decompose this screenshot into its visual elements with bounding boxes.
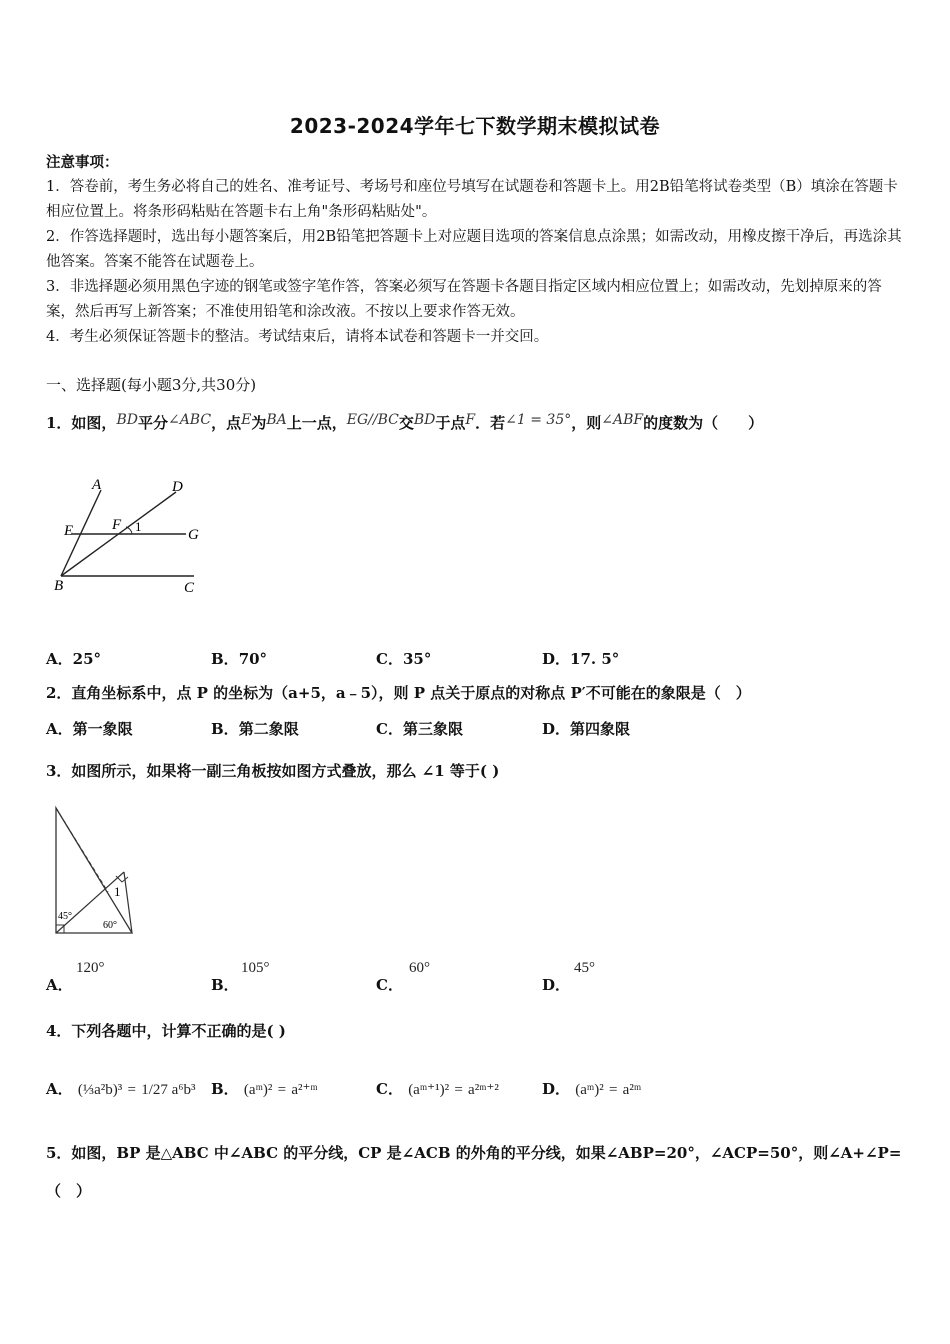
question-4-stem: 4．下列各题中，计算不正确的是( ) [46,1022,286,1040]
dashed-edge [56,808,108,892]
label-angle-1: 1 [114,884,121,899]
label-angle-1: 1 [135,519,142,534]
option-b[interactable]: B．70° [211,650,268,668]
option-d[interactable]: D． [542,976,571,994]
expr-rhs: 1/27 a⁶b³ [141,1082,196,1098]
option-a[interactable]: A．25° [46,650,102,668]
option-d-value: 45° [574,960,595,976]
question-4-options [46,1066,926,1106]
option-b-value: 105° [241,960,270,976]
label-d: D [172,479,183,495]
option-b[interactable]: B． (aᵐ)² = a²⁺ᵐ [211,1080,318,1098]
option-a[interactable]: A．第一象限 [46,720,133,738]
math-inline: ∠1 = 35° [505,412,572,428]
expr-rhs: a²ᵐ⁺² [468,1082,499,1098]
option-c-value: 60° [409,960,430,976]
math-inline: EG//BC [346,412,399,428]
math-inline: E [241,412,252,428]
math-inline: BD [413,412,436,428]
math-inline: BD [116,412,138,428]
notice-item: 4．考生必须保证答题卡的整洁。考试结束后，请将本试卷和答题卡一并交回。 [46,329,549,345]
notice-item: 1．答卷前，考生务必将自己的姓名、准考证号、考场号和座位号填写在试题卷和答题卡上。用2B铅笔将试卷类型（B）填涂在答题卡相应位置上。将条形码粘贴在答题卡右上角"条形码粘贴处"。 [46,179,898,220]
option-c[interactable]: C．第三象限 [376,720,463,738]
option-d[interactable]: D． (aᵐ)² = a²ᵐ [542,1080,642,1098]
option-c[interactable]: C． (aᵐ⁺¹)² = a²ᵐ⁺² [376,1080,499,1098]
expr-rhs: a²⁺ᵐ [291,1082,318,1098]
option-c[interactable]: C． [376,976,403,994]
label-b: B [54,578,64,594]
option-d[interactable]: D．17. 5° [542,650,620,668]
notice-item: 3．非选择题必须用黑色字迹的钢笔或签字笔作答，答案必须写在答题卡各题目指定区域内相应位置上；如需改动，先划掉原来的答案，然后再写上新答案；不准使用铅笔和涂改液。不按以上要求作答无效。 [46,279,882,320]
label-c: C [184,580,195,596]
question-5-stem: 5．如图，BP 是△ABC 中∠ABC 的平分线，CP 是∠ACB 的外角的平分线，如果∠ABP=20°，∠ACP=50°，则∠A+∠P=（ ） [46,1144,902,1200]
label-e: E [64,523,74,539]
option-a[interactable]: A． (⅓a²b)³ = 1/27 a⁶b³ [46,1080,196,1098]
question-2-stem: 2．直角坐标系中，点 P 的坐标为（a+5，a﹣5），则 P 点关于原点的对称点 P′不可能在的象限是（ ） [46,684,751,702]
label-a: A [92,477,102,493]
notice-block [46,150,906,350]
option-b[interactable]: B．第二象限 [211,720,299,738]
option-a[interactable]: A． [46,976,73,994]
option-c[interactable]: C．35° [376,650,432,668]
math-inline: ∠ABC [167,412,212,428]
section-heading: 一、选择题(每小题3分,共30分) [46,376,257,394]
question-3-stem: 3．如图所示，如果将一副三角板按如图方式叠放，那么 ∠1 等于( ) [46,762,500,780]
label-f: F [112,517,122,533]
label-g: G [188,527,199,543]
label-60: 60° [103,920,117,931]
expr-lhs: (aᵐ)² [243,1082,273,1098]
notice-item: 2．作答选择题时，选出每小题答案后，用2B铅笔把答题卡上对应题目选项的答案信息点涂黑；如需改动，用橡皮擦干净后，再选涂其他答案。答案不能答在试题卷上。 [46,229,902,270]
option-b[interactable]: B． [211,976,239,994]
expr-lhs: (aᵐ)² [575,1082,604,1098]
question-1-figure [46,470,216,604]
math-inline: F [465,412,476,428]
math-inline: ∠ABF [601,412,644,428]
question-3-figure [46,800,146,944]
option-a-value: 120° [76,960,105,976]
page-title: 2023-2024学年七下数学期末模拟试卷 [289,114,661,138]
question-1-stem: 1．如图，BD平分∠ABC，点E为BA上一点，EG//BC交BD于点F．若∠1 = 35°，则∠ABF的度数为（ ） [46,412,764,432]
expr-rhs: a²ᵐ [622,1082,642,1098]
option-d[interactable]: D．第四象限 [542,720,631,738]
expr-lhs: (aᵐ⁺¹)² [408,1082,450,1098]
label-45: 45° [58,911,72,922]
notice-heading: 注意事项： [46,154,119,171]
question-3-options [46,960,926,1000]
math-inline: BA [266,412,287,428]
expr-lhs: (⅓a²b)³ [77,1082,123,1098]
edge-45-a [124,872,132,933]
